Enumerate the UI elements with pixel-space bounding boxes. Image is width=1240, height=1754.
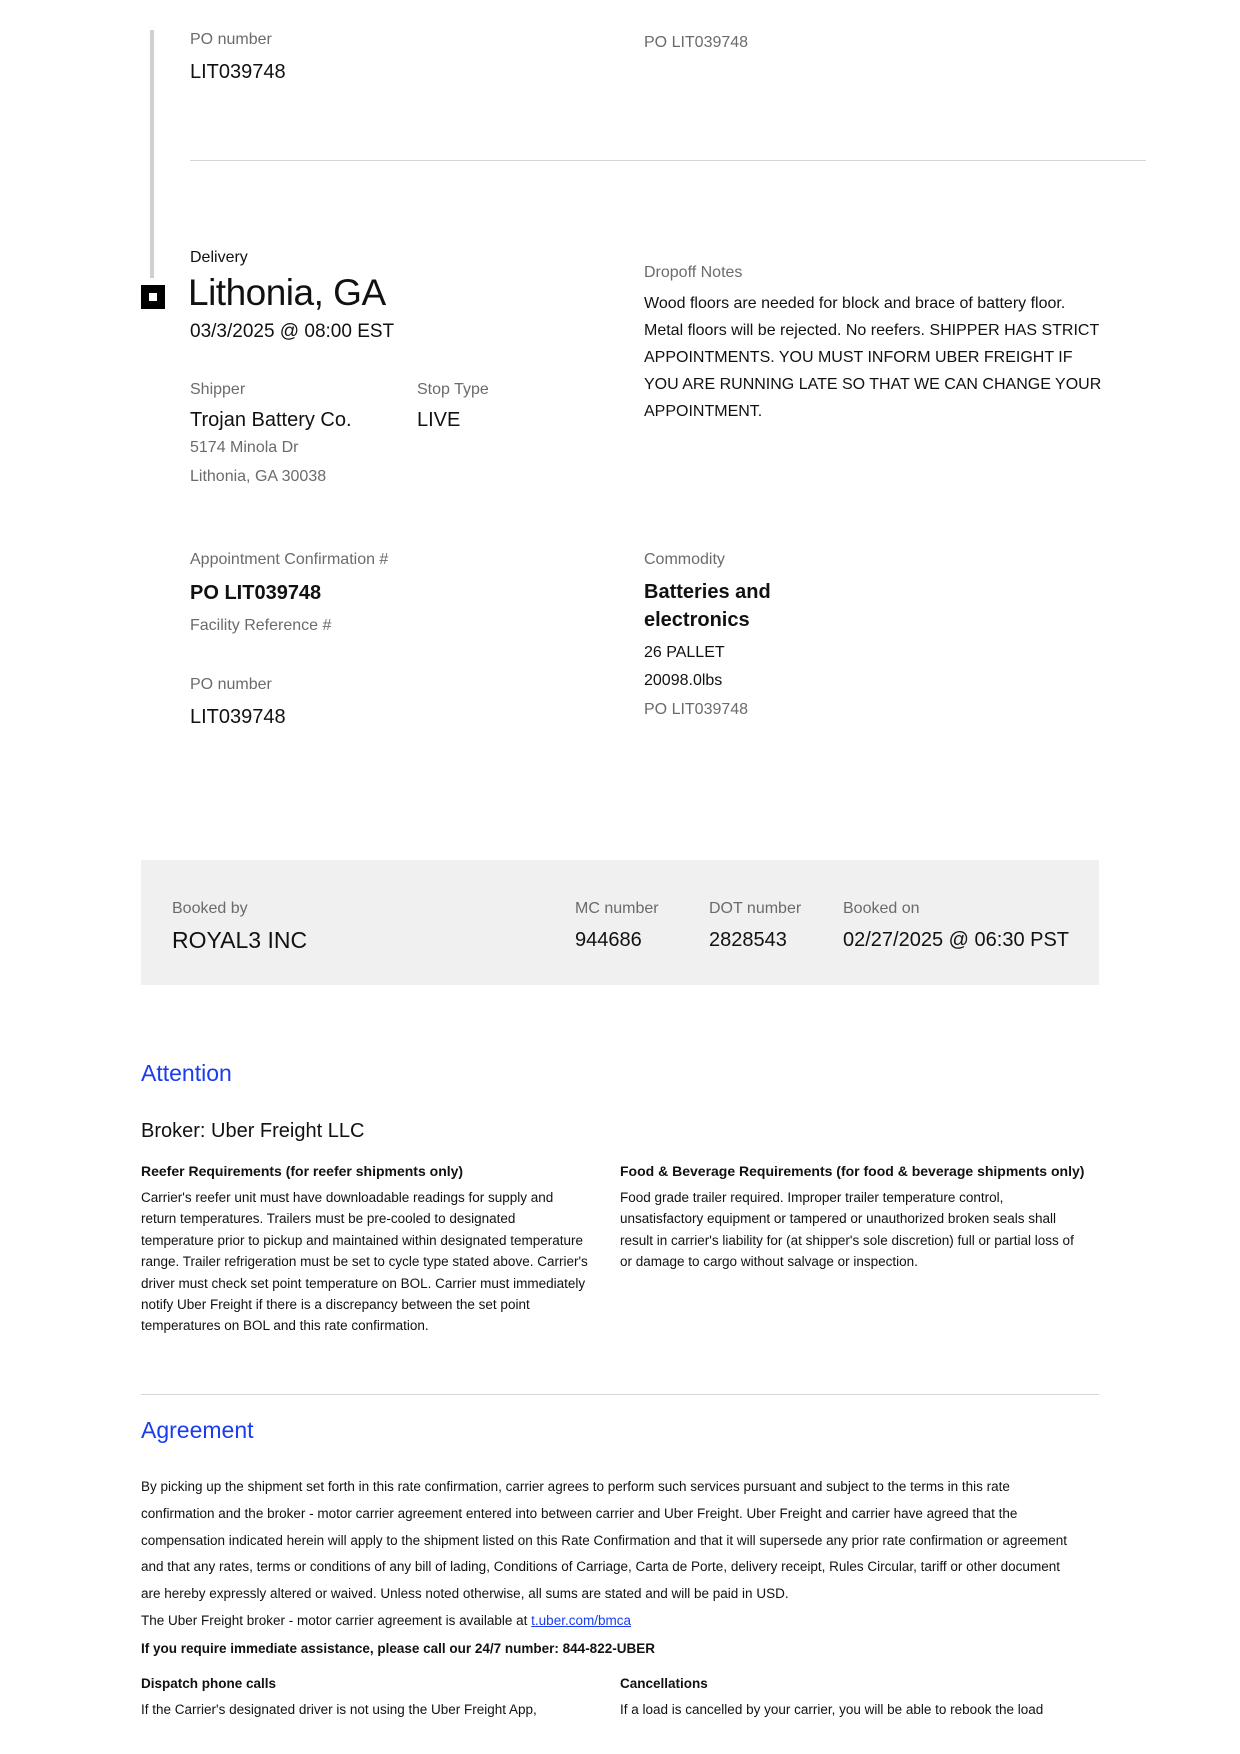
commodity-weight: 20098.0lbs: [644, 672, 723, 689]
shipper-name: Trojan Battery Co.: [190, 409, 352, 431]
commodity-name: Batteries and electronics: [644, 581, 771, 631]
booking-panel: [141, 860, 1099, 985]
stop-kind: Delivery: [190, 249, 248, 266]
dropoff-notes-text: Wood floors are needed for block and brace of battery floor. Metal floors will be rejected. No reefers. SHIPPER HAS STRICT APPOINTMENTS. YOU MUST INFORM UBER FREIGHT IF YOU ARE RUNNING LATE SO THAT WE CAN CHANGE YOUR APPOINTMENT.: [644, 295, 1102, 420]
dispatch-calls-title: Dispatch phone calls: [141, 1676, 277, 1691]
cancellations-title: Cancellations: [620, 1676, 708, 1691]
reefer-requirements-title: Reefer Requirements (for reefer shipments only): [141, 1163, 464, 1179]
prev-po-label: PO number: [190, 31, 272, 48]
booked-on-label: Booked on: [843, 900, 920, 917]
dropoff-notes-label: Dropoff Notes: [644, 264, 743, 281]
delivery-po-value: LIT039748: [190, 706, 286, 728]
agreement-body: [141, 1474, 1081, 1635]
stop-city: Lithonia, GA: [188, 272, 386, 313]
agreement-text: By picking up the shipment set forth in this rate confirmation, carrier agrees to perform such services pursuant and subject to the terms in this rate confirmation and the broker - motor carrier agreement entered into between carrier and Uber Freight. Uber Freight and carrier have agreed that the compensation indicated herein will apply to the shipment listed on this Rate Confirmation and that it will supersede any prior rate confirmation or agreement and that any rates, terms or conditions of any bill of lading, Conditions of Carriage, Carta de Porte, delivery receipt, Rules Circular, tariff or other document are hereby expressly altered or waived. Unless noted otherwise, all sums are stated and will be paid in USD.: [141, 1479, 1067, 1602]
delivery-po-label: PO number: [190, 676, 272, 693]
urgent-assistance: If you require immediate assistance, please call our 24/7 number: 844-822-UBER: [141, 1641, 655, 1656]
prev-po-reference: PO LIT039748: [644, 34, 749, 51]
shipper-address-line1: 5174 Minola Dr: [190, 439, 299, 456]
bmca-link[interactable]: t.uber.com/bmca: [531, 1612, 631, 1628]
stop-type-value: LIVE: [417, 409, 461, 431]
timeline-line: [150, 30, 154, 278]
appointment-confirmation-label: Appointment Confirmation #: [190, 551, 389, 568]
broker-line: Broker: Uber Freight LLC: [141, 1120, 365, 1142]
reefer-requirements-text: Carrier's reefer unit must have downloadable readings for supply and return temperatures. Trailers must be pre-cooled to designated temperature prior to pickup and maintained within designated temperature range. Trailer refrigeration must be set to cycle type stated above. Carrier's driver must check set point temperature on BOL. Carrier must immediately notify Uber Freight if there is a discrepancy between the set point temperatures on BOL and this rate confirmation.: [141, 1190, 588, 1334]
stop-marker-icon: [141, 285, 165, 309]
agreement-link-prefix: The Uber Freight broker - motor carrier agreement is available at: [141, 1612, 528, 1628]
commodity-label: Commodity: [644, 551, 725, 568]
shipper-label: Shipper: [190, 381, 246, 398]
commodity-reference: PO LIT039748: [644, 701, 749, 718]
cancellations-text: If a load is cancelled by your carrier, you will be able to rebook the load: [620, 1702, 1044, 1717]
dot-number-value: 2828543: [709, 929, 787, 951]
booked-by-label: Booked by: [172, 900, 248, 917]
commodity-quantity: 26 PALLET: [644, 644, 725, 661]
booked-on-value: 02/27/2025 @ 06:30 PST: [843, 929, 1070, 951]
stop-datetime: 03/3/2025 @ 08:00 EST: [190, 321, 395, 342]
attention-heading: Attention: [141, 1060, 232, 1086]
stop-type-label: Stop Type: [417, 381, 489, 398]
dispatch-calls-text: If the Carrier's designated driver is not using the Uber Freight App,: [141, 1702, 537, 1717]
prev-po-value: LIT039748: [190, 61, 286, 83]
mc-number-value: 944686: [575, 929, 642, 951]
shipper-address-line2: Lithonia, GA 30038: [190, 468, 327, 485]
agreement-heading: Agreement: [141, 1417, 254, 1443]
facility-reference-label: Facility Reference #: [190, 617, 332, 634]
section-divider: [190, 160, 1146, 161]
food-requirements-text: Food grade trailer required. Improper trailer temperature control, unsatisfactory equipment or tampered or unauthorized broken seals shall result in carrier's liability for (at shipper's sole discretion) full or partial loss of or damage to cargo without salvage or inspection.: [620, 1190, 1074, 1270]
booked-by-value: ROYAL3 INC: [172, 927, 308, 953]
mc-number-label: MC number: [575, 900, 659, 917]
food-requirements-title: Food & Beverage Requirements (for food & beverage shipments only): [620, 1163, 1085, 1179]
attention-divider: [141, 1394, 1099, 1395]
dot-number-label: DOT number: [709, 900, 802, 917]
appointment-confirmation-value: PO LIT039748: [190, 582, 322, 604]
